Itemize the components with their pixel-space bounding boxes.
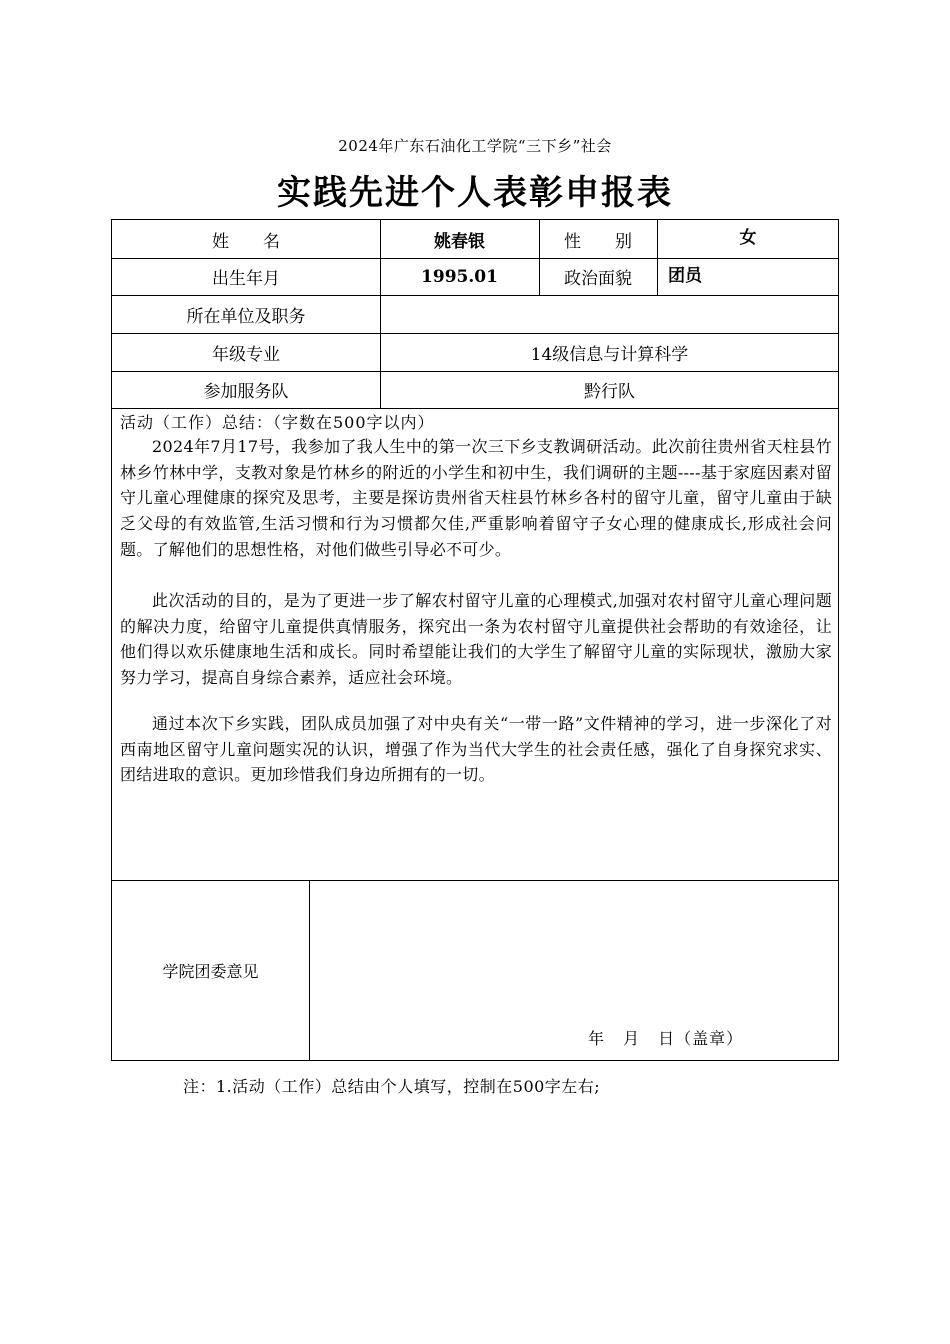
birth-label: 出生年月: [212, 269, 280, 289]
column-divider: [309, 880, 310, 1061]
major-label: 年级专业: [212, 344, 280, 365]
footnote: 注：1.活动（工作）总结由个人填写，控制在500字左右;: [183, 1077, 601, 1096]
form-title: 实践先进个人表彰申报表: [277, 173, 673, 213]
summary-paragraph: 通过本次下乡实践，团队成员加强了对中央有关“一带一路”文件精神的学习，进一步深化了对西南地区留守儿童问题实况的认识，增强了作为当代大学生的社会责任感，强化了自身探究求实、团结进取的意识。更加珍惜我们身边所拥有的一切。: [120, 714, 832, 785]
form-subtitle: 2024年广东石油化工学院“三下乡”社会: [338, 137, 612, 155]
name-label: 姓 名: [212, 231, 280, 252]
summary-paragraph: 此次活动的目的，是为了更进一步了解农村留守儿童的心理模式,加强对农村留守儿童心理问题的解决力度，给留守儿童提供真情服务，探究出一条为农村留守儿童提供社会帮助的有效途径，让他们得以欢乐健康地生活和成长。同时希望能让我们的大学生了解留守儿童的实际现状，激励大家努力学习，提高自身综合素养，适应社会环境。: [120, 591, 832, 688]
opinion-label: 学院团委意见: [162, 962, 259, 981]
political-label: 政治面貌: [564, 269, 632, 289]
team-value: 黔行队: [584, 382, 635, 402]
unit-label: 所在单位及职务: [186, 306, 306, 327]
birth-value: 1995.01: [421, 266, 498, 287]
name-value: 姚春银: [434, 231, 485, 252]
summary-paragraph: 2024年7月17号，我参加了我人生中的第一次三下乡支教调研活动。此次前往贵州省天柱县竹林乡竹林中学，支教对象是竹林乡的附近的小学生和初中生，我们调研的主题----基于家庭因素对留守儿童心理健康的探究及思考，主要是探访贵州省天柱县竹林乡各村的留守儿童，留守儿童由于缺乏父母的有效监管,生活习惯和行为习惯都欠佳,严重影响着留守子女心理的健康成长,形成社会问题。了解他们的思想性格，对他们做些引导必不可少。: [120, 437, 832, 559]
application-form-table: [111, 219, 839, 1061]
date-seal-line: 年 月 日（盖章）: [588, 1029, 744, 1048]
gender-value: 女: [739, 227, 757, 248]
unit-value: [380, 295, 839, 333]
gender-label: 性 别: [564, 231, 632, 252]
row-divider: [112, 408, 838, 409]
political-value: 团员: [668, 265, 702, 286]
major-value: 14级信息与计算科学: [530, 344, 689, 365]
team-label: 参加服务队: [203, 382, 289, 402]
summary-heading: 活动（工作）总结：（字数在500字以内）: [120, 413, 435, 432]
